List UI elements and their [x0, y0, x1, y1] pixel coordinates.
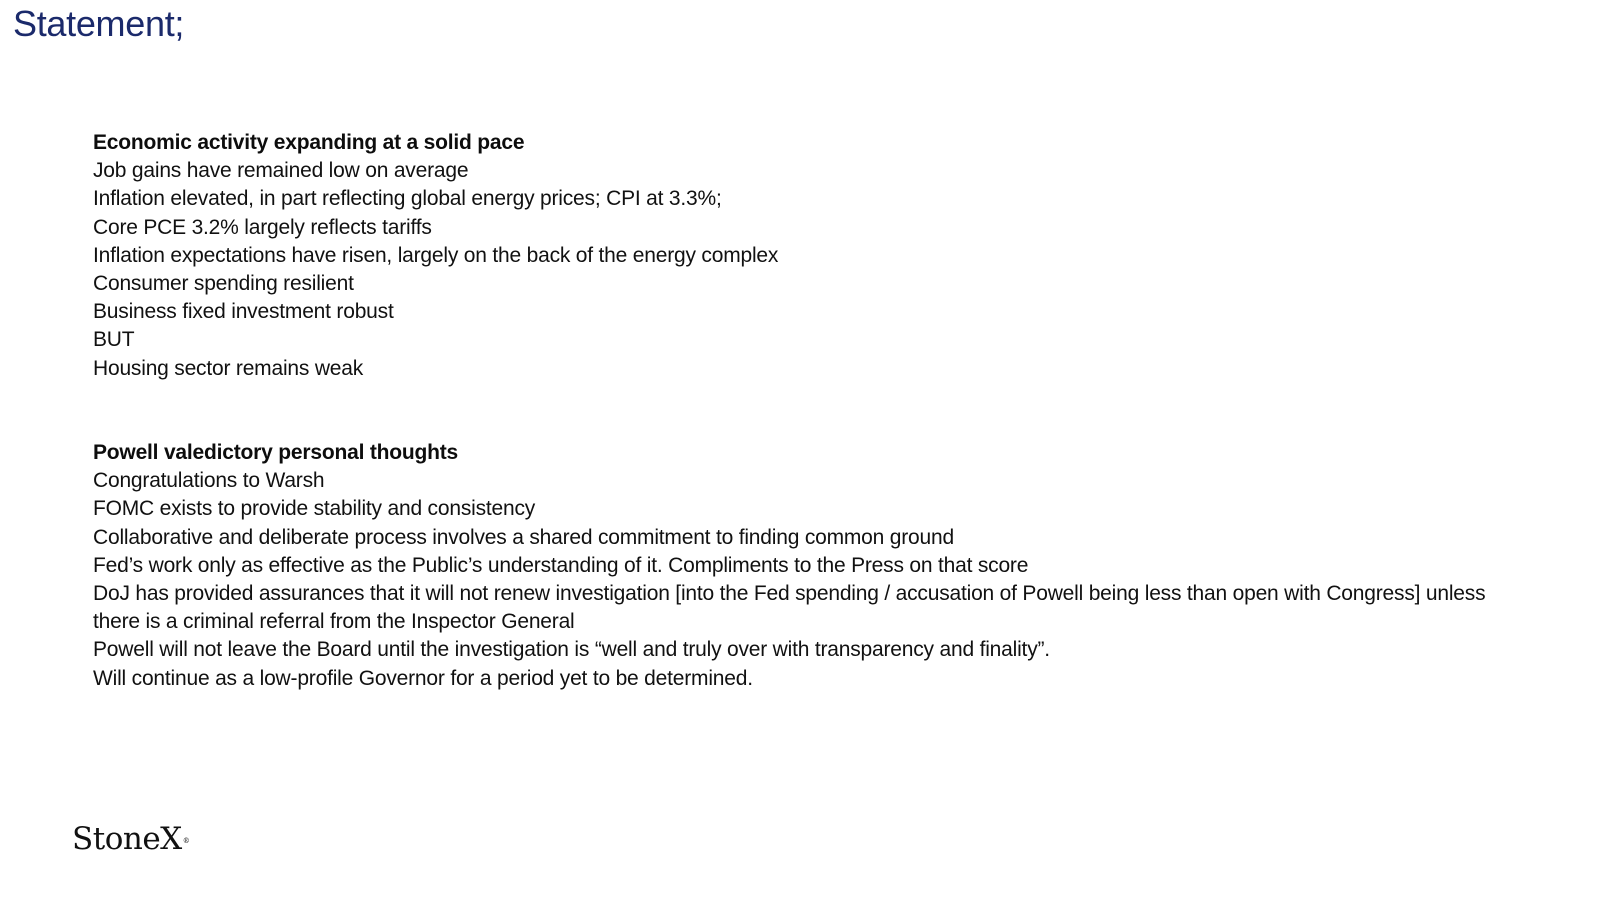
bullet-line: Congratulations to Warsh [93, 469, 325, 493]
registered-mark: ® [182, 837, 190, 845]
bullet-line: Business fixed investment robust [93, 300, 394, 324]
bullet-line: Inflation elevated, in part reflecting global energy prices; CPI at 3.3%; [93, 187, 722, 211]
stonex-logo [72, 822, 189, 856]
section-powell-thoughts [93, 439, 1513, 693]
section-heading: Powell valedictory personal thoughts [93, 441, 459, 464]
bullet-line: Collaborative and deliberate process involves a shared commitment to finding common ground [93, 525, 954, 549]
bullet-line: FOMC exists to provide stability and consistency [93, 497, 536, 521]
bullet-line: Job gains have remained low on average [93, 159, 469, 183]
bullet-line: BUT [93, 328, 135, 352]
section-economic-activity [93, 129, 1513, 383]
page-title: Statement; [13, 3, 185, 44]
logo-text: StoneX [72, 821, 182, 857]
bullet-line: Will continue as a low-profile Governor for a period yet to be determined. [93, 666, 753, 690]
bullet-line: DoJ has provided assurances that it will not renew investigation [into the Fed spending / accusation of Powell being less than open with Congress] unless there is a criminal referral from the Inspector General [93, 582, 1486, 634]
bullet-line: Housing sector remains weak [93, 356, 364, 380]
bullet-line: Consumer spending resilient [93, 272, 354, 296]
bullet-line: Inflation expectations have risen, largely on the back of the energy complex [93, 243, 779, 267]
bullet-line: Powell will not leave the Board until the investigation is “well and truly over with transparency and finality”. [93, 638, 1050, 662]
bullet-line: Core PCE 3.2% largely reflects tariffs [93, 215, 432, 239]
bullet-line: Fed’s work only as effective as the Public’s understanding of it. Compliments to the Press on that score [93, 553, 1029, 577]
section-heading: Economic activity expanding at a solid pace [93, 131, 525, 154]
